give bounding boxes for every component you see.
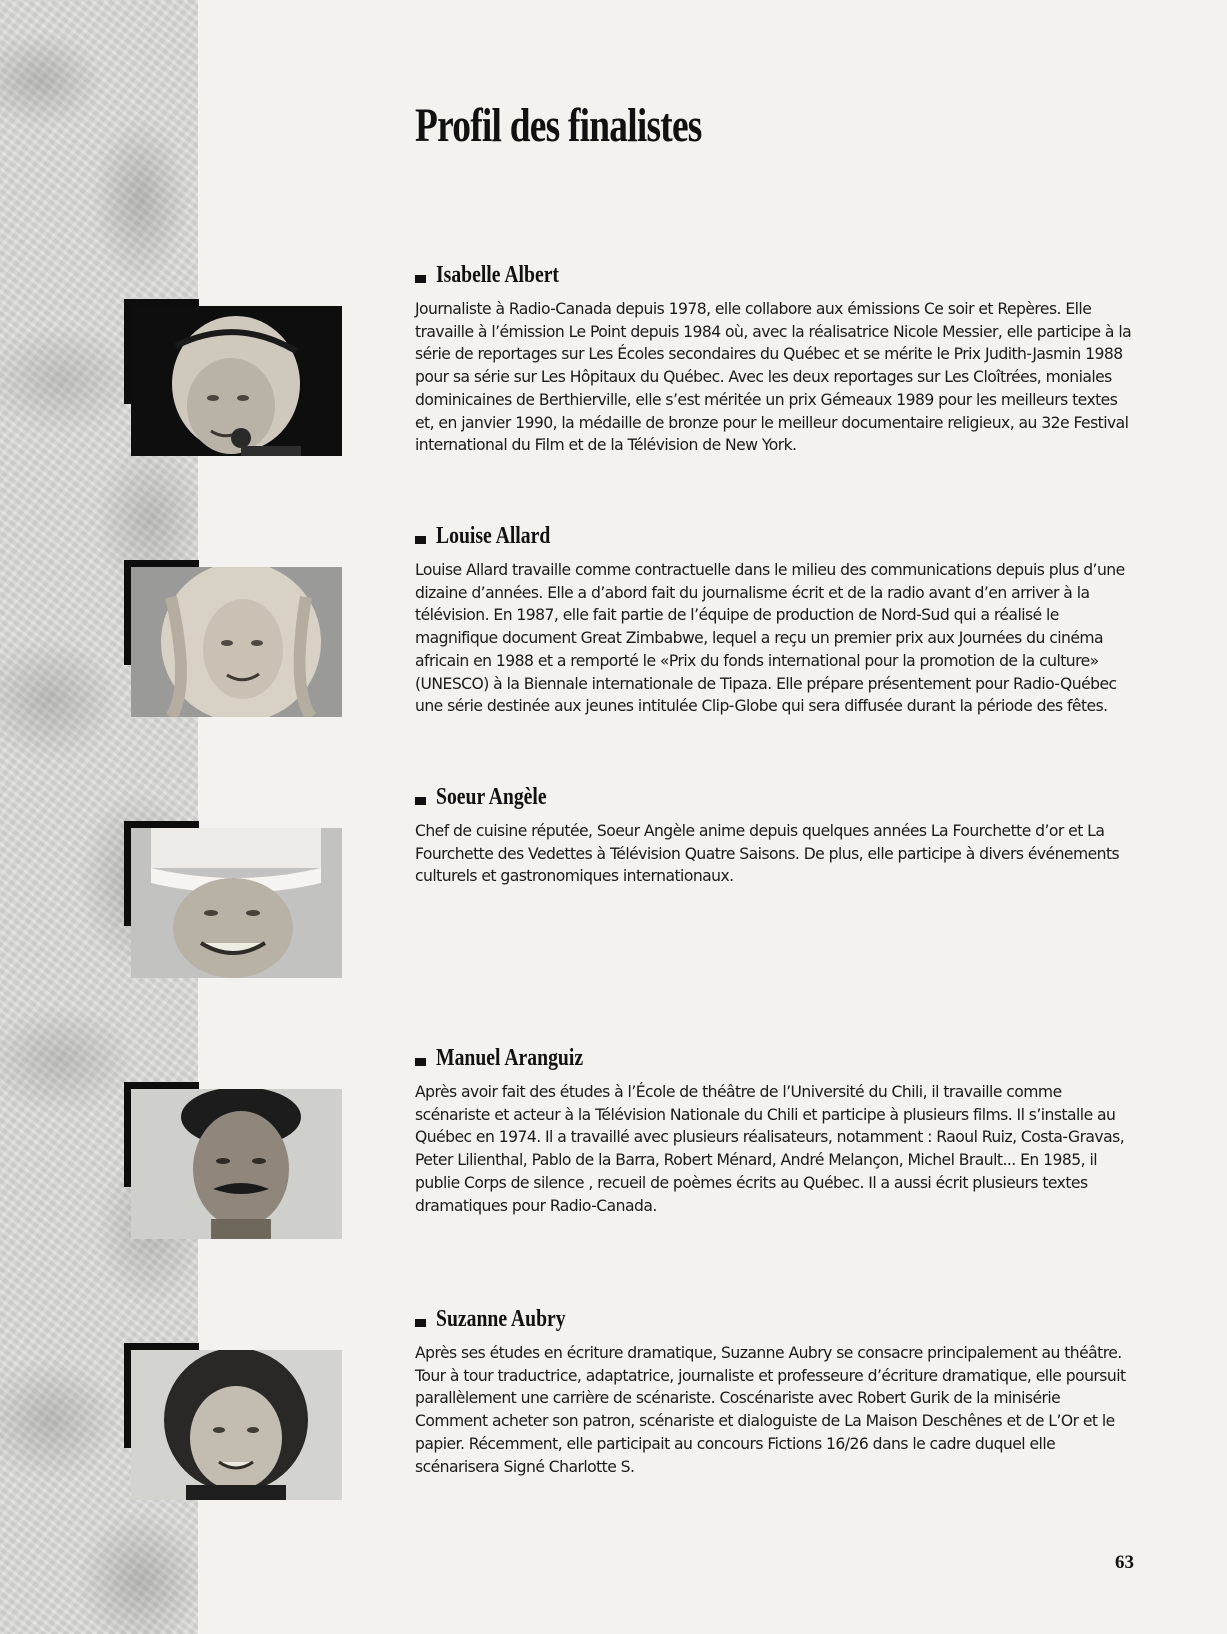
square-bullet-icon (415, 1058, 426, 1066)
portrait-frame (124, 1082, 342, 1239)
portrait-frame (124, 821, 342, 978)
profile-bio: Louise Allard travaille comme contractuelle dans le milieu des communications depuis plus d’une dizaine d’années. Elle a d’abord fait du journalisme écrit et de la radio avant d’en arriver à la télévision. En 1987, elle fait partie de l’équipe de production de Nord-Sud qui a réalisé le magnifique document Great Zimbabwe, lequel a reçu un premier prix aux Journées du cinéma africain en 1988 et a remporté le «Prix du fonds international pour la promotion de la culture» (UNESCO) à la Biennale internationale de Tipaza. Elle prépare présentement pour Radio-Québec une série destinée aux jeunes intitulée Clip-Globe qui sera diffusée durant la période des fêtes. (415, 561, 1125, 716)
profile-name: Isabelle Albert (436, 261, 559, 288)
portrait-photo (131, 306, 342, 456)
square-bullet-icon (415, 1319, 426, 1327)
profile-heading (415, 262, 586, 288)
square-bullet-icon (415, 275, 426, 283)
page-title: Profil des finalistes (415, 99, 702, 152)
square-bullet-icon (415, 536, 426, 544)
portrait-photo (131, 1089, 342, 1239)
portrait-frame (124, 1343, 342, 1500)
portrait-photo (131, 1350, 342, 1500)
portrait-frame (124, 299, 342, 456)
profile-bio: Journaliste à Radio-Canada depuis 1978, elle collabore aux émissions Ce soir et Repères. Elle travaille à l’émission Le Point depuis 1984 où, avec la réalisatrice Nicole Messier, elle participe à la série de reportages sur Les Écoles secondaires du Québec et se mérite le Prix Judith-Jasmin 1988 pour sa série sur Les Hôpitaux du Québec. Avec les deux reportages sur Les Cloîtrées, moniales dominicaines de Berthierville, elle s’est méritée un prix Gémeaux 1989 pour les meilleurs textes et, en janvier 1990, la médaille de bronze pour le meilleur documentaire religieux, au 32e Festival international du Film et de la Télévision de New York. (415, 300, 1132, 455)
square-bullet-icon (415, 797, 426, 805)
profile-name: Soeur Angèle (436, 783, 547, 810)
page-number: 63 (1115, 1552, 1134, 1573)
profile-bio: Après avoir fait des études à l’École de théâtre de l’Université du Chili, il travaille comme scénariste et acteur à la Télévision Nationale du Chili et participe à plusieurs films. Il s’installe au Québec en 1974. Il a travaillé avec plusieurs réalisateurs, notamment : Raoul Ruiz, Costa-Gravas, Peter Lilienthal, Pablo de la Barra, Robert Ménard, André Melançon, Michel Brault... En 1985, il publie Corps de silence , recueil de poèmes écrits au Québec. Il a aussi écrit plusieurs textes dramatiques pour Radio-Canada. (415, 1083, 1125, 1215)
portrait-photo (131, 828, 342, 978)
profile-heading (415, 1306, 594, 1332)
profile-name: Suzanne Aubry (436, 1305, 566, 1332)
profile-bio: Chef de cuisine réputée, Soeur Angèle anime depuis quelques années La Fourchette d’or et La Fourchette des Vedettes à Télévision Quatre Saisons. De plus, elle participe à divers événements culturels et gastronomiques internationaux. (415, 822, 1120, 886)
portrait-frame (124, 560, 342, 717)
profile-name: Louise Allard (436, 522, 551, 549)
profile-heading (415, 784, 571, 810)
portrait-photo (131, 567, 342, 717)
profile-bio: Après ses études en écriture dramatique, Suzanne Aubry se consacre principalement au théâtre. Tour à tour traductrice, adaptatrice, journaliste et professeure d’écriture dramatique, elle poursuit parallèlement une carrière de scénariste. Coscénariste avec Robert Gurik de la minisérie Comment acheter son patron, scénariste et dialoguiste de La Maison Deschênes et de L’Or et le papier. Récemment, elle participait au concours Fictions 16/26 dans le cadre duquel elle scénarisera Signé Charlotte S. (415, 1344, 1126, 1476)
profile-heading (415, 523, 575, 549)
profile-heading (415, 1045, 615, 1071)
profile-name: Manuel Aranguiz (436, 1044, 584, 1071)
